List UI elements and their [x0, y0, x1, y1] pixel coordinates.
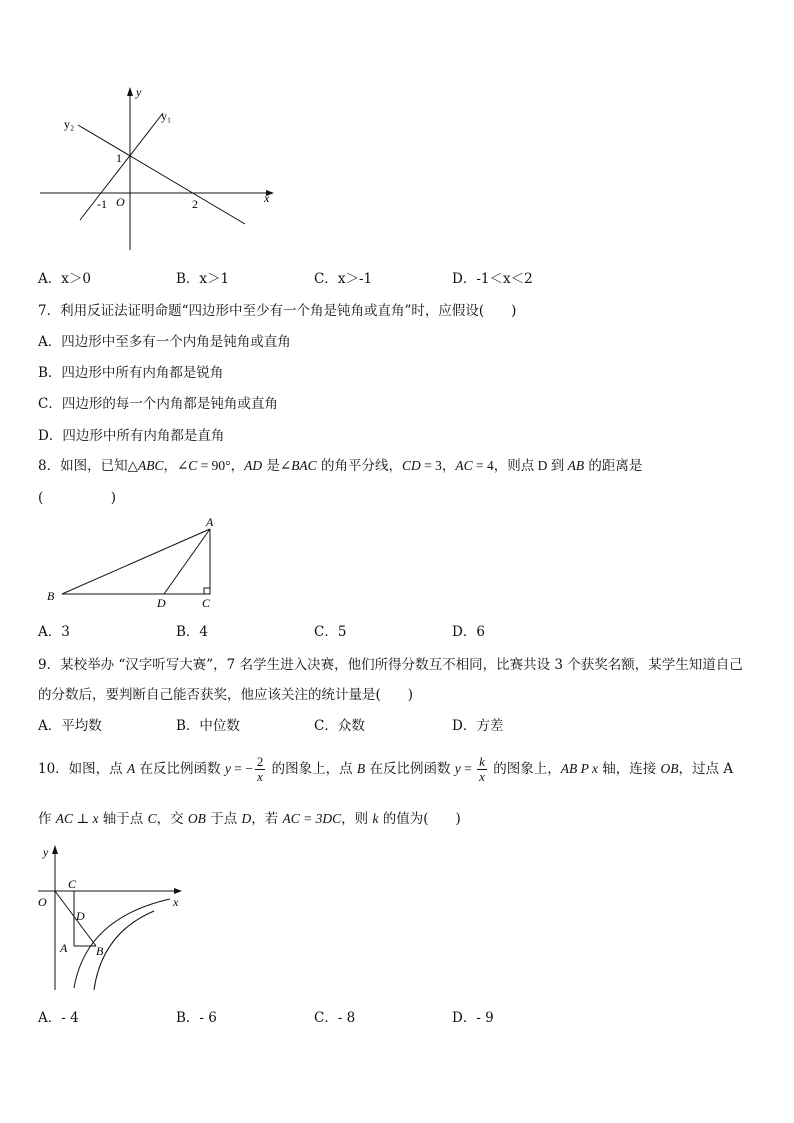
label-a: A [206, 515, 214, 529]
y-axis-label: y [43, 845, 49, 859]
q7-stem: 7．利用反证法证明命题“四边形中至少有一个角是钝角或直角”时，应假设( ) [38, 303, 517, 319]
q7-option-d[interactable]: D．四边形中所有内角都是直角 [38, 428, 225, 444]
y-axis-arrow [127, 87, 133, 96]
fraction-neg-2-over-x: $\frac{2}{x}$ [256, 754, 264, 784]
label-a: A [60, 941, 68, 955]
q9-option-d[interactable]: D．方差 [452, 718, 504, 734]
figure-linear-functions [30, 80, 290, 260]
q9-stem-line2: 的分数后，要判断自己能否获奖，他应该关注的统计量是( ) [38, 687, 414, 703]
q8-option-a[interactable]: A．3 [38, 624, 70, 640]
origin-label: O [116, 195, 125, 209]
neg-one-label: -1 [97, 197, 107, 211]
label-c: C [202, 596, 211, 610]
q7-option-a[interactable]: A．四边形中至多有一个内角是钝角或直角 [38, 334, 291, 350]
q9-stem-line1: 9．某校举办 “汉字听写大赛”，7 名学生进入决赛，他们所得分数互不相同，比赛共设 3 个获奖名额，某学生知道自己 [38, 657, 743, 673]
q8-option-b[interactable]: B．4 [176, 624, 209, 640]
label-b: B [47, 589, 55, 603]
q7-option-c[interactable]: C．四边形的每一个内角都是钝角或直角 [38, 396, 278, 412]
q10-stem-line1: 10．如图，点 A 在反比例函数 y = − $\frac{2}{x}$ 的图象上，点 B 在反比例函数 y = $\frac{k}{x}$ 的图象上，AB P x 轴，连接 OB，过点 A [38, 754, 734, 784]
label-d: D [157, 596, 166, 610]
segment-ba [62, 529, 210, 594]
q6-option-b[interactable]: B．x＞1 [176, 271, 230, 287]
label-d: D [76, 909, 85, 923]
two-label: 2 [192, 197, 198, 211]
y-axis-label: y [136, 85, 142, 99]
x-axis-arrow [174, 888, 182, 894]
figure-inverse-proportion [30, 838, 195, 998]
q10-option-a[interactable]: A．- 4 [38, 1010, 79, 1026]
q9-option-a[interactable]: A．平均数 [38, 718, 102, 734]
q8-stem: 8．如图，已知△ABC，∠C = 90°，AD 是∠BAC 的角平分线，CD = 3，AC = 4，则点 D 到 AB 的距离是 [38, 458, 643, 474]
q8-option-d[interactable]: D．6 [452, 624, 485, 640]
y-axis-arrow [52, 845, 58, 854]
y2-label: y₂ [64, 117, 75, 131]
q7-option-b[interactable]: B．四边形中所有内角都是锐角 [38, 365, 224, 381]
q10-option-b[interactable]: B．- 6 [176, 1010, 217, 1026]
x-axis-label: x [264, 191, 270, 205]
q6-option-c[interactable]: C．x＞-1 [314, 271, 373, 287]
fraction-k-over-x: $\frac{k}{x}$ [479, 754, 485, 784]
right-angle-mark [204, 588, 210, 594]
y1-label: y₁ [161, 109, 172, 123]
q6-option-a[interactable]: A．x＞0 [38, 271, 91, 287]
x-axis-label: x [173, 895, 179, 909]
q9-option-b[interactable]: B．中位数 [176, 718, 240, 734]
curve-neg-2-over-x [74, 899, 170, 988]
figure-triangle-abc [40, 515, 240, 615]
q8-answer-paren: ( ) [38, 490, 117, 506]
q10-option-c[interactable]: C．- 8 [314, 1010, 356, 1026]
q10-option-d[interactable]: D．- 9 [452, 1010, 494, 1026]
q10-stem-line2: 作 AC ⊥ x 轴于点 C，交 OB 于点 D，若 AC = 3DC，则 k 的值为( ) [38, 811, 461, 827]
q6-option-d[interactable]: D．-1＜x＜2 [452, 271, 533, 287]
q9-option-c[interactable]: C．众数 [314, 718, 365, 734]
q8-option-c[interactable]: C．5 [314, 624, 347, 640]
intercept-1-label: 1 [116, 151, 122, 165]
origin-label: O [38, 895, 47, 909]
label-b: B [96, 944, 104, 958]
label-c: C [68, 877, 77, 891]
